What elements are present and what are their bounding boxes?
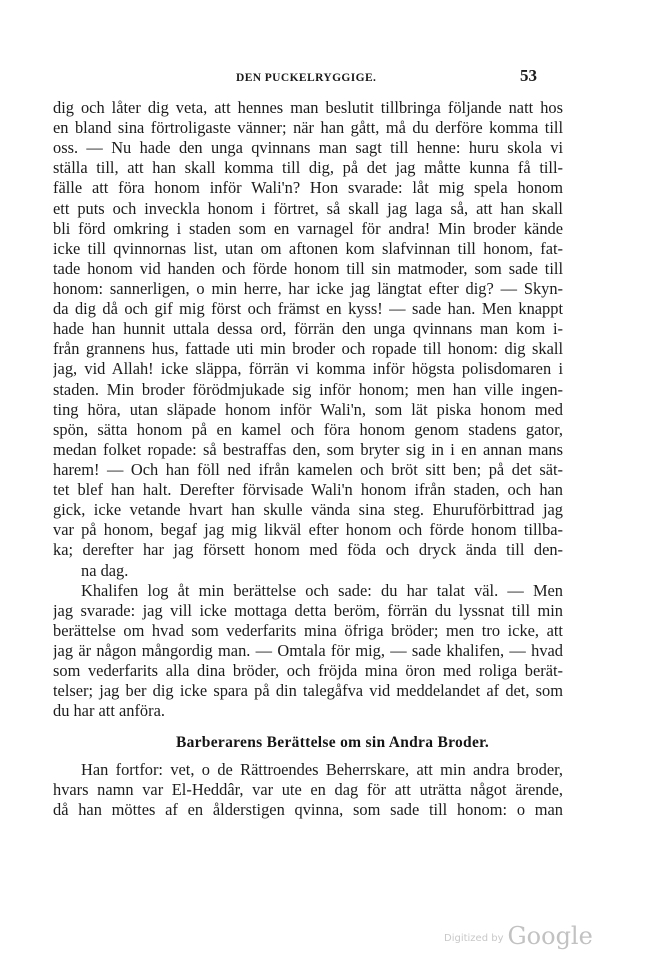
text-line: då han möttes af en ålderstigen qvinna, som sade till honom: o man <box>53 800 563 820</box>
body-text <box>53 98 563 721</box>
text-line: som vederfarits alla dina bröder, och fröjda mina öron med roliga berät- <box>53 661 563 681</box>
text-line: berättelse om hvad som vederfarits mina öfriga bröder; men tro icke, att <box>53 620 563 640</box>
text-line: hvars namn var El-Heddâr, var ute en dag för att uträtta något ärende, <box>53 780 563 800</box>
text-line: du har att anföra. <box>53 701 165 721</box>
text-line: telser; jag ber dig icke spara på din talegåfva vid meddelandet af det, som <box>53 681 563 701</box>
text-line: honom: sannerligen, o min herre, har icke jag längtat efter dig? — Skyn- <box>53 278 563 298</box>
text-line: spön, sätta honom på en kamel och föra honom genom stadens gator, <box>53 419 563 439</box>
text-line: en bland sina förtroligaste vänner; när han gått, må du derföre komma till <box>53 118 563 138</box>
text-line: icke till qvinnornas list, utan om aftonen kom slafvinnan till honom, fat- <box>53 238 563 258</box>
running-head <box>0 66 665 88</box>
text-line: hade han hunnit uttala dessa ord, förrän den unga qvinnans man kom i- <box>53 319 563 339</box>
text-line: var på honom, begaf jag mig likväl efter honom och förde honom tillba- <box>53 520 563 540</box>
text-line: dig och låter dig veta, att hennes man beslutit tillbringa följande natt hos <box>53 98 563 117</box>
text-line: jag, vid Allah! icke släppa, förrän vi komma inför högsta polisdomaren i <box>53 359 563 379</box>
text-line: Han fortfor: vet, o de Rättroendes Beherrskare, att min andra broder, <box>81 760 563 779</box>
running-title: DEN PUCKELRYGGIGE. <box>236 72 377 84</box>
text-line: staden. Min broder förödmjukade sig inför honom; men han ville ingen- <box>53 379 563 399</box>
text-line: ställa till, att han skall komma till dig, på det jag måtte kunna få till- <box>53 158 563 178</box>
section-heading: Barberarens Berättelse om sin Andra Broder. <box>175 734 490 751</box>
text-line: tet blef han halt. Derefter förvisade Wali'n honom ifrån staden, och han <box>53 480 563 500</box>
text-line: tade honom vid handen och förde honom till sin matmoder, som sade till <box>53 258 563 278</box>
text-line: från grannens hus, fattade uti min broder och ropade till honom: dig skall <box>53 339 563 359</box>
watermark-prefix: Digitized by <box>444 933 504 944</box>
page-number: 53 <box>520 66 537 85</box>
text-line: ka; derefter har jag försett honom med föda och dryck ända till den- <box>53 540 563 560</box>
watermark-logo: Google <box>507 922 593 950</box>
text-line: da dig då och gif mig först och främst en kyss! — sade han. Men knappt <box>53 299 563 319</box>
text-line: oss. — Nu hade den unga qvinnans man sagt till henne: huru skola vi <box>53 138 563 158</box>
section-body-text <box>53 760 563 820</box>
text-line: fälle att föra honom inför Wali'n? Hon svarade: låt mig spela honom <box>53 178 563 198</box>
text-line: na dag. <box>81 560 129 580</box>
text-line: harem! — Och han föll ned ifrån kamelen och bröt sitt ben; på det sät- <box>53 459 563 479</box>
text-line: medan folket ropade: så bestraffas den, som bryter sig in i en annan mans <box>53 439 563 459</box>
text-line: ett puts och inveckla honom i förtret, så skall jag laga så, att han skall <box>53 198 563 218</box>
text-line: gick, icke vetande hvart han skulle vända sina steg. Ehuruförbittrad jag <box>53 500 563 520</box>
text-line: bli förd omkring i staden som en varnagel för andra! Min broder kände <box>53 218 563 238</box>
text-line: jag är någon mångordig man. — Omtala för mig, — sade khalifen, — hvad <box>53 640 563 660</box>
text-line: Khalifen log åt min berättelse och sade: du har talat väl. — Men <box>81 580 563 600</box>
text-line: jag svarade: jag vill icke mottaga detta beröm, förrän du lyssnat till min <box>53 600 563 620</box>
digitization-watermark <box>444 922 593 950</box>
text-line: ting höra, utan släpade honom inför Wali'n, som lät piska honom med <box>53 399 563 419</box>
